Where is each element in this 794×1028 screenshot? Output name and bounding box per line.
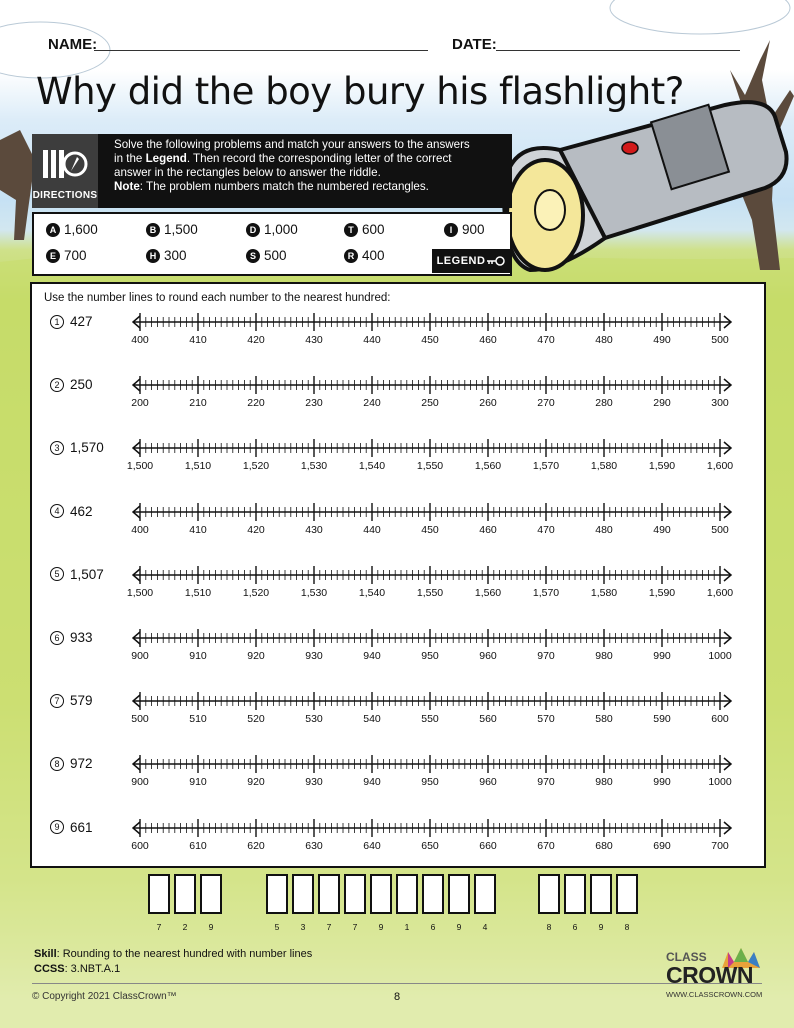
tick-label: 950 — [421, 776, 439, 789]
answer-box[interactable] — [148, 874, 170, 914]
tick-label: 460 — [479, 523, 497, 536]
tick-label: 440 — [363, 334, 381, 346]
legend-letter: T — [344, 223, 358, 237]
answer-box-label: 2 — [182, 922, 188, 932]
answer-box[interactable] — [396, 874, 418, 914]
answer-box-label: 7 — [352, 922, 358, 932]
note-label: Note — [114, 180, 140, 193]
number-line-graphic — [132, 689, 737, 711]
tick-label: 1,500 — [126, 460, 154, 473]
answer-box[interactable] — [370, 874, 392, 914]
tick-label: 260 — [479, 397, 497, 410]
directions-line-1: Solve the following problems and match your answers to the answers — [114, 138, 470, 151]
tick-label: 550 — [421, 713, 439, 726]
answer-box-label: 9 — [208, 922, 214, 932]
tick-label: 620 — [247, 839, 265, 852]
problem-number: 6 — [50, 631, 64, 645]
answer-box-label: 6 — [572, 922, 578, 932]
legend-item — [344, 222, 385, 237]
tick-label: 270 — [537, 397, 555, 410]
answer-box[interactable] — [200, 874, 222, 914]
problem-number: 2 — [50, 378, 64, 392]
tick-label: 510 — [189, 713, 207, 726]
tick-label: 460 — [479, 334, 497, 346]
tick-label: 570 — [537, 713, 555, 726]
tick-label: 470 — [537, 334, 555, 346]
ccss-text: : 3.NBT.A.1 — [64, 963, 121, 975]
legend-item — [46, 248, 87, 263]
worksheet-panel — [30, 282, 766, 868]
legend-item — [344, 248, 385, 263]
tick-label: 600 — [131, 839, 149, 852]
tick-label: 640 — [363, 839, 381, 852]
tick-label: 970 — [537, 650, 555, 662]
number-line-graphic — [132, 373, 737, 395]
legend-value: 1,000 — [264, 222, 298, 237]
answer-box-label: 9 — [378, 922, 384, 932]
tick-label: 990 — [653, 776, 671, 789]
skill-text: : Rounding to the nearest hundred with number lines — [56, 948, 313, 960]
tick-label: 450 — [421, 523, 439, 536]
answer-box-label: 3 — [300, 922, 306, 932]
tick-label: 960 — [479, 776, 497, 789]
tick-label: 980 — [595, 650, 613, 662]
legend-letter: A — [46, 223, 60, 237]
problem-value: 462 — [70, 503, 93, 519]
number-line — [132, 500, 737, 540]
worksheet-instructions: Use the number lines to round each number to the nearest hundred: — [44, 292, 391, 304]
legend-tag — [432, 249, 510, 273]
tick-label: 630 — [305, 839, 323, 852]
tick-label: 1,530 — [300, 460, 328, 473]
number-line — [132, 752, 737, 792]
tick-label: 290 — [653, 397, 671, 410]
answer-box-label: 9 — [456, 922, 462, 932]
tick-label: 900 — [131, 650, 149, 662]
legend-item — [146, 222, 198, 237]
number-line-graphic — [132, 752, 737, 774]
tick-label: 1000 — [708, 776, 732, 789]
tick-label: 1,530 — [300, 586, 328, 599]
note-text: : The problem numbers match the numbered rectangles. — [139, 180, 429, 193]
tick-label: 930 — [305, 650, 323, 662]
problem-item — [50, 630, 93, 645]
tick-label: 1,570 — [532, 586, 560, 599]
tick-label: 210 — [189, 397, 207, 410]
tick-label: 960 — [479, 650, 497, 662]
answer-box[interactable] — [344, 874, 366, 914]
tick-label: 590 — [653, 713, 671, 726]
tick-label: 1,540 — [358, 460, 386, 473]
tick-label: 450 — [421, 334, 439, 346]
tick-label: 420 — [247, 523, 265, 536]
answer-box-label: 7 — [326, 922, 332, 932]
legend-value: 900 — [462, 222, 485, 237]
answer-box-label: 9 — [598, 922, 604, 932]
legend-value: 1,500 — [164, 222, 198, 237]
problem-number: 9 — [50, 820, 64, 834]
number-line-graphic — [132, 563, 737, 585]
date-label: DATE: — [452, 36, 497, 53]
tick-label: 230 — [305, 397, 323, 410]
problem-item — [50, 756, 93, 771]
skill-label: Skill — [34, 948, 57, 960]
answer-box-label: 4 — [482, 922, 488, 932]
footer-divider — [32, 983, 762, 984]
answer-box-label: 7 — [156, 922, 162, 932]
tick-label: 910 — [189, 650, 207, 662]
tick-label: 930 — [305, 776, 323, 789]
tick-label: 1,510 — [184, 460, 212, 473]
tick-label: 530 — [305, 713, 323, 726]
tick-label: 1,580 — [590, 586, 618, 599]
tick-label: 300 — [711, 397, 729, 410]
number-line — [132, 816, 737, 856]
tick-label: 660 — [479, 839, 497, 852]
tick-label: 610 — [189, 839, 207, 852]
problem-item — [50, 314, 93, 329]
directions-panel — [32, 134, 512, 208]
tick-label: 480 — [595, 523, 613, 536]
tick-label: 480 — [595, 334, 613, 346]
legend-letter: H — [146, 249, 160, 263]
answer-box[interactable] — [590, 874, 612, 914]
brand-main: CROWN — [666, 962, 753, 988]
legend-value: 400 — [362, 248, 385, 263]
legend-letter: I — [444, 223, 458, 237]
answer-box[interactable] — [616, 874, 638, 914]
answer-box[interactable] — [448, 874, 470, 914]
tick-label: 520 — [247, 713, 265, 726]
tick-label: 1,560 — [474, 586, 502, 599]
skill-line — [34, 947, 312, 962]
number-line — [126, 563, 737, 603]
directions-note — [114, 180, 506, 194]
key-icon — [485, 255, 505, 267]
tick-label: 1,500 — [126, 586, 154, 599]
skill-info — [34, 947, 312, 977]
problem-value: 933 — [70, 630, 93, 645]
tick-label: 1,550 — [416, 586, 444, 599]
directions-line-2-pre: in the — [114, 152, 146, 165]
tick-label: 400 — [131, 334, 149, 346]
ccss-label: CCSS — [34, 963, 65, 975]
problem-item — [50, 693, 93, 708]
directions-line-2-post: . Then record the corresponding letter of the correct — [186, 152, 452, 165]
tick-label: 490 — [653, 523, 671, 536]
number-line — [132, 373, 737, 413]
answer-box[interactable] — [174, 874, 196, 914]
answer-box[interactable] — [538, 874, 560, 914]
legend-value: 500 — [264, 248, 287, 263]
answer-box[interactable] — [564, 874, 586, 914]
brand-top: CLASS — [666, 950, 707, 964]
number-line-graphic — [132, 310, 737, 332]
tick-label: 1,560 — [474, 460, 502, 473]
problem-value: 579 — [70, 693, 93, 709]
problem-value: 972 — [70, 756, 93, 772]
tick-label: 1,520 — [242, 460, 270, 473]
brand-url: WWW.CLASSCROWN.COM — [666, 990, 763, 999]
tick-label: 990 — [653, 650, 671, 662]
problem-item — [50, 567, 104, 582]
tick-label: 200 — [131, 397, 149, 410]
legend-tag-label: LEGEND — [436, 255, 486, 267]
tick-label: 1,590 — [648, 586, 676, 599]
problem-value: 661 — [70, 819, 93, 835]
tick-label: 280 — [595, 397, 613, 410]
problem-number: 4 — [50, 504, 64, 518]
tick-label: 490 — [653, 334, 671, 346]
problem-value: 427 — [70, 314, 93, 329]
tick-label: 1,600 — [706, 586, 734, 599]
tick-label: 440 — [363, 523, 381, 536]
tick-label: 240 — [363, 397, 381, 410]
legend-item — [246, 248, 287, 263]
problem-item — [50, 504, 93, 519]
tick-label: 910 — [189, 776, 207, 789]
legend-item — [444, 222, 485, 237]
tick-label: 1,550 — [416, 460, 444, 473]
legend-value: 700 — [64, 248, 87, 263]
problem-item — [50, 820, 93, 835]
page-number: 8 — [394, 991, 401, 1003]
tick-label: 920 — [247, 776, 265, 789]
legend-letter: R — [344, 249, 358, 263]
legend-value: 1,600 — [64, 222, 98, 237]
tick-label: 410 — [189, 523, 207, 536]
problem-item — [50, 440, 104, 455]
tick-label: 650 — [421, 839, 439, 852]
tick-label: 500 — [711, 334, 729, 346]
tick-label: 600 — [711, 713, 729, 726]
tick-label: 500 — [131, 713, 149, 726]
problem-number: 1 — [50, 315, 64, 329]
answer-box-label: 6 — [430, 922, 436, 932]
problem-value: 1,507 — [70, 566, 104, 582]
tick-label: 410 — [189, 334, 207, 346]
tick-label: 980 — [595, 776, 613, 789]
tick-label: 1,570 — [532, 460, 560, 473]
tick-label: 950 — [421, 650, 439, 662]
problem-number: 7 — [50, 694, 64, 708]
answer-box[interactable] — [474, 874, 496, 914]
legend-letter: B — [146, 223, 160, 237]
tick-label: 920 — [247, 650, 265, 662]
directions-label: DIRECTIONS — [32, 190, 98, 201]
tick-label: 1,590 — [648, 460, 676, 473]
tick-label: 220 — [247, 397, 265, 410]
tick-label: 940 — [363, 776, 381, 789]
answer-box[interactable] — [318, 874, 340, 914]
number-line-graphic — [132, 500, 737, 522]
tick-label: 430 — [305, 334, 323, 346]
legend-value: 300 — [164, 248, 187, 263]
number-line — [132, 689, 737, 729]
directions-legend-word: Legend — [145, 152, 187, 165]
tick-label: 250 — [421, 397, 439, 410]
tick-label: 1000 — [708, 650, 732, 662]
tick-label: 940 — [363, 650, 381, 662]
number-line-graphic — [132, 436, 737, 458]
tick-label: 500 — [711, 523, 729, 536]
answer-box-label: 5 — [274, 922, 280, 932]
number-line — [132, 310, 737, 350]
page-title: Why did the boy bury his flashlight? — [36, 70, 684, 113]
legend-item — [146, 248, 187, 263]
tick-label: 700 — [711, 839, 729, 852]
number-line-graphic — [132, 816, 737, 838]
number-line-graphic — [132, 626, 737, 648]
tick-label: 420 — [247, 334, 265, 346]
legend-item — [246, 222, 298, 237]
legend-item — [46, 222, 98, 237]
ccss-line — [34, 962, 312, 977]
tick-label: 1,520 — [242, 586, 270, 599]
directions-icon-box — [32, 134, 98, 208]
answer-boxes — [148, 874, 648, 934]
problem-value: 250 — [70, 377, 93, 393]
answer-box-label: 8 — [546, 922, 552, 932]
answer-box[interactable] — [292, 874, 314, 914]
name-field[interactable] — [94, 50, 428, 51]
answer-box[interactable] — [422, 874, 444, 914]
tick-label: 400 — [131, 523, 149, 536]
tick-label: 970 — [537, 776, 555, 789]
legend-panel — [32, 212, 512, 276]
tick-label: 680 — [595, 839, 613, 852]
directions-text — [114, 138, 506, 194]
tick-label: 1,540 — [358, 586, 386, 599]
tick-label: 580 — [595, 713, 613, 726]
copyright: © Copyright 2021 ClassCrown™ — [32, 991, 177, 1002]
tick-label: 430 — [305, 523, 323, 536]
tick-label: 670 — [537, 839, 555, 852]
legend-letter: S — [246, 249, 260, 263]
tick-label: 690 — [653, 839, 671, 852]
legend-letter: E — [46, 249, 60, 263]
flashlight-illustration — [504, 102, 786, 270]
problem-value: 1,570 — [70, 440, 104, 456]
tick-label: 1,510 — [184, 586, 212, 599]
answer-box[interactable] — [266, 874, 288, 914]
classcrown-logo — [666, 946, 766, 1002]
compass-icon — [42, 144, 88, 184]
answer-box-label: 1 — [404, 922, 410, 932]
number-line — [132, 626, 737, 666]
tick-label: 1,580 — [590, 460, 618, 473]
name-label: NAME: — [48, 36, 98, 53]
number-line — [126, 436, 737, 476]
directions-line-2 — [114, 152, 506, 166]
problem-item — [50, 377, 93, 392]
legend-value: 600 — [362, 222, 385, 237]
problem-number: 5 — [50, 567, 64, 581]
tick-label: 1,600 — [706, 460, 734, 473]
directions-line-3: answer in the rectangles below to answer the riddle. — [114, 166, 381, 179]
tick-label: 560 — [479, 713, 497, 726]
date-field[interactable] — [496, 50, 740, 51]
tick-label: 470 — [537, 523, 555, 536]
tick-label: 900 — [131, 776, 149, 789]
legend-letter: D — [246, 223, 260, 237]
problem-number: 3 — [50, 441, 64, 455]
problem-number: 8 — [50, 757, 64, 771]
answer-box-label: 8 — [624, 922, 630, 932]
tick-label: 540 — [363, 713, 381, 726]
